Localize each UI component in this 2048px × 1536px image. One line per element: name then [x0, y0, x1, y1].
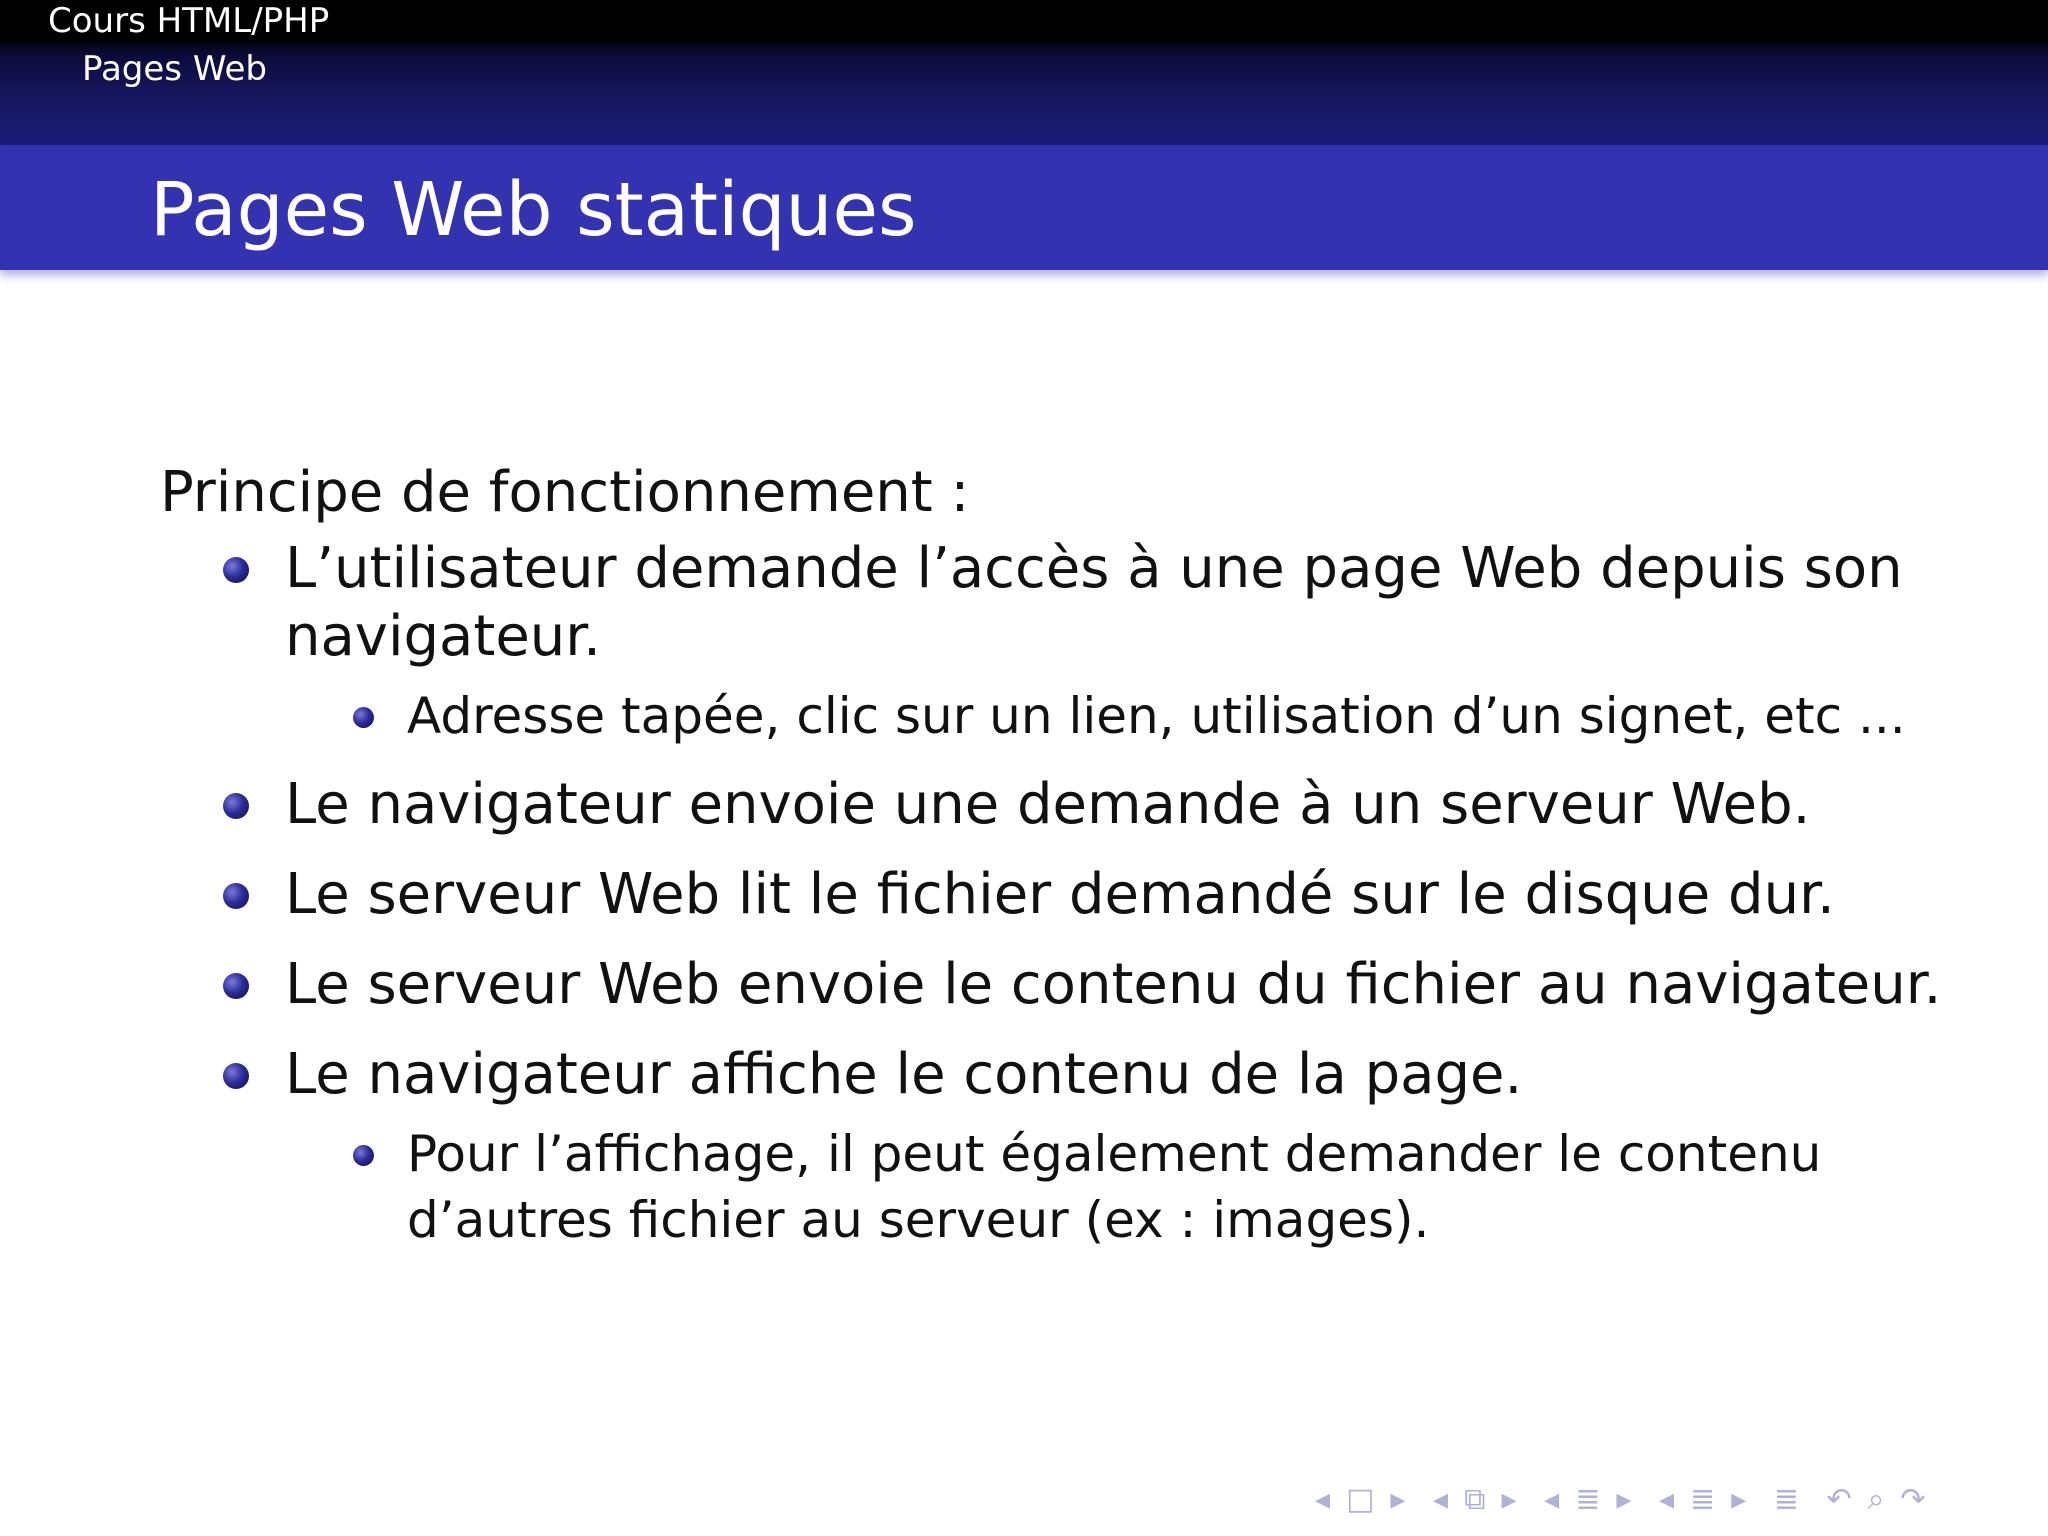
list-item-text: Le navigateur affiche le contenu de la page.: [285, 1042, 1523, 1107]
bullet-ball-icon: [223, 557, 249, 583]
sub-bullet-ball-icon: [353, 1145, 374, 1166]
nav-next-frame-icon[interactable]: ▸: [1390, 1482, 1408, 1517]
list-item: [160, 951, 2020, 1019]
beamer-navigation-symbols: [1315, 1480, 1942, 1520]
nav-align-icon[interactable]: ≣: [1773, 1482, 1801, 1517]
list-item-text: L’utilisateur demande l’accès à une page Web depuis son navigateur.: [285, 536, 1903, 669]
list-item: [160, 861, 2020, 929]
sub-bullet-ball-icon: [353, 707, 374, 728]
bullet-ball-icon: [223, 1063, 249, 1089]
nav-prev-section-icon[interactable]: ◂: [1658, 1482, 1676, 1517]
sub-bullet-list: [160, 683, 2020, 749]
nav-frame-icon[interactable]: □: [1346, 1482, 1377, 1517]
nav-search-icon[interactable]: ⌕: [1867, 1482, 1887, 1517]
intro-text: Principe de fonctionnement :: [160, 460, 970, 525]
nav-back-icon[interactable]: ↶: [1826, 1482, 1854, 1517]
bullet-list: [160, 535, 2020, 1253]
nav-section-icon[interactable]: ≣: [1690, 1482, 1718, 1517]
bullet-ball-icon: [223, 973, 249, 999]
frame-title-bar: [0, 145, 2048, 270]
nav-next-slide-icon[interactable]: ▸: [1501, 1482, 1519, 1517]
section-title[interactable]: Pages Web: [82, 49, 267, 89]
frame-title: Pages Web statiques: [150, 167, 917, 253]
nav-next-subsection-icon[interactable]: ▸: [1616, 1482, 1634, 1517]
list-item-text: Le navigateur envoie une demande à un serveur Web.: [285, 772, 1811, 837]
list-item: [160, 535, 2020, 749]
sub-list-item: [160, 683, 2020, 749]
nav-subsection-icon[interactable]: ≣: [1575, 1482, 1603, 1517]
list-item-text: Le serveur Web lit le fichier demandé sur le disque dur.: [285, 862, 1835, 927]
list-item-text: Le serveur Web envoie le contenu du fichier au navigateur.: [285, 952, 1942, 1017]
course-title[interactable]: Cours HTML/PHP: [48, 1, 330, 41]
nav-next-section-icon[interactable]: ▸: [1731, 1482, 1749, 1517]
nav-forward-icon[interactable]: ↷: [1900, 1482, 1928, 1517]
sub-list-item-text: Adresse tapée, clic sur un lien, utilisation d’un signet, etc ...: [407, 687, 1906, 745]
bullet-ball-icon: [223, 883, 249, 909]
beamer-headline: [0, 0, 2048, 145]
sub-list-item: [160, 1121, 2020, 1253]
sub-list-item-text: Pour l’affichage, il peut également demander le contenu d’autres fichier au serveur (ex : images).: [407, 1125, 1822, 1249]
list-item: [160, 771, 2020, 839]
nav-prev-subsection-icon[interactable]: ◂: [1544, 1482, 1562, 1517]
bullet-ball-icon: [223, 793, 249, 819]
nav-prev-slide-icon[interactable]: ◂: [1433, 1482, 1451, 1517]
list-item: [160, 1041, 2020, 1253]
slide-content: [160, 455, 2020, 1255]
nav-slide-icon[interactable]: ⧉: [1464, 1482, 1488, 1517]
nav-prev-frame-icon[interactable]: ◂: [1315, 1482, 1333, 1517]
sub-bullet-list: [160, 1121, 2020, 1253]
